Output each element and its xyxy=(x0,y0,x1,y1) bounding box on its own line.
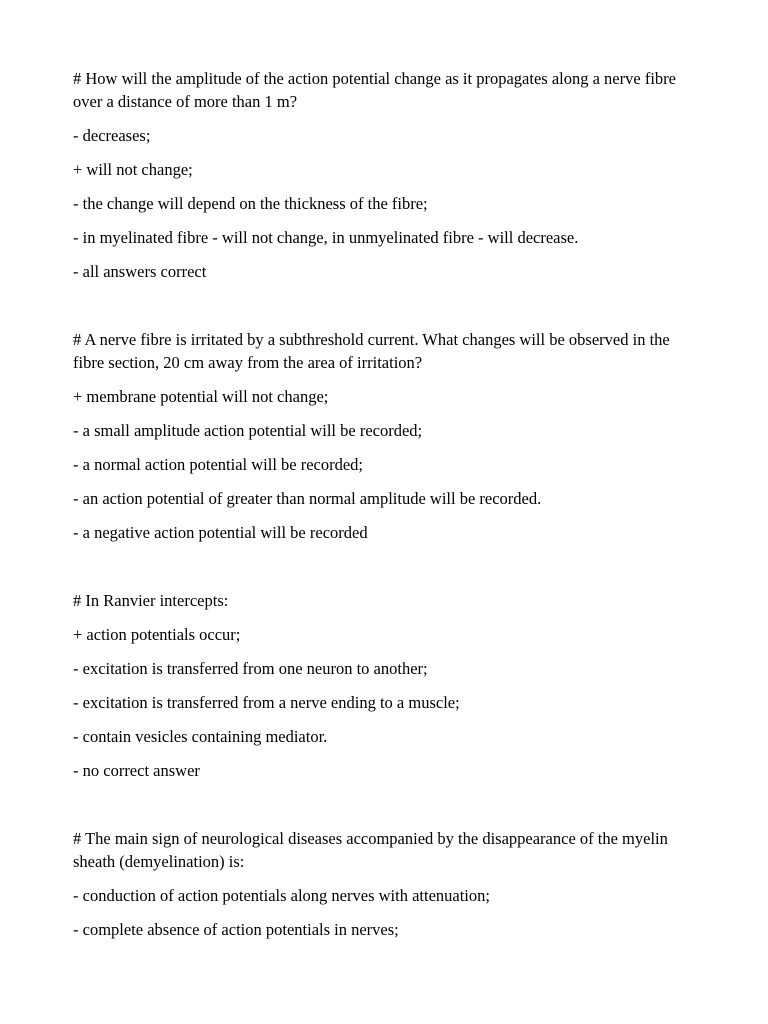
answer-option: - no correct answer xyxy=(73,761,200,780)
answer-option: - a small amplitude action potential will be recorded; xyxy=(73,421,423,440)
question-text: # The main sign of neurological diseases accompanied by the disappearance of the myelin sheath (demyelination) is: xyxy=(73,829,668,871)
question-2 xyxy=(73,328,703,544)
answer-option: - all answers correct xyxy=(73,262,207,281)
answer-option: - excitation is transferred from a nerve ending to a muscle; xyxy=(73,693,460,712)
question-text: # In Ranvier intercepts: xyxy=(73,591,229,610)
answer-option: - excitation is transferred from one neuron to another; xyxy=(73,659,428,678)
document-page xyxy=(73,67,703,952)
answer-option: + membrane potential will not change; xyxy=(73,387,329,406)
question-4 xyxy=(73,827,703,941)
answer-option: + will not change; xyxy=(73,160,193,179)
answer-option: - in myelinated fibre - will not change, in unmyelinated fibre - will decrease. xyxy=(73,228,579,247)
answer-option: - complete absence of action potentials in nerves; xyxy=(73,920,399,939)
question-text: # A nerve fibre is irritated by a subthreshold current. What changes will be observed in the fibre section, 20 cm away from the area of irritation? xyxy=(73,330,670,372)
answer-option: - the change will depend on the thickness of the fibre; xyxy=(73,194,428,213)
question-text: # How will the amplitude of the action potential change as it propagates along a nerve fibre over a distance of more than 1 m? xyxy=(73,69,676,111)
answer-option: - decreases; xyxy=(73,126,151,145)
answer-option: - a normal action potential will be recorded; xyxy=(73,455,364,474)
answer-option: - contain vesicles containing mediator. xyxy=(73,727,328,746)
question-1 xyxy=(73,67,703,283)
answer-option: - a negative action potential will be recorded xyxy=(73,523,368,542)
question-3 xyxy=(73,589,703,782)
answer-option: - conduction of action potentials along nerves with attenuation; xyxy=(73,886,490,905)
answer-option: + action potentials occur; xyxy=(73,625,241,644)
answer-option: - an action potential of greater than normal amplitude will be recorded. xyxy=(73,489,542,508)
